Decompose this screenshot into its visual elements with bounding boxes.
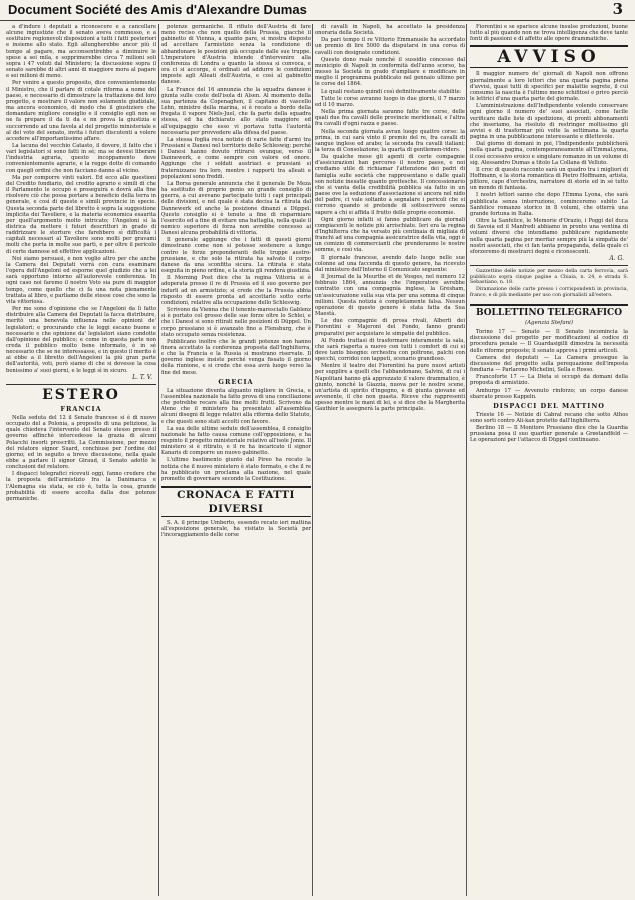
article-paragraph: Tutte le corse avranno luogo in due giorni, il 7 marzo ed il 10 marzo. bbox=[315, 95, 465, 108]
notice-paragraph: Gazzettine delle notizie per mezzo della carta ferrovia, sarà pubblicato sopra cinque pagine a Chiaia, n. 24, e strada S. Sebastiano, n. 18. bbox=[470, 269, 628, 286]
section-title-bollettino: BOLLETTINO TELEGRAFICO bbox=[470, 304, 628, 319]
article-paragraph: Per venire a questo proposito, dice convenientemente il Ministro, che il parlare di cotale riforma a nome del paese, e necessario di dimostrare la trattazione del loro progetto, e mostrare il valore non solamente giudiziale, ma ancora economico, di modo che il giustiziere che domandare migliore consiglio e il consiglio egli non se ne fa prepare il da ti da e nn prova la giustizia e succorrendo ad una favola al del progetto ministeriale e al del voto del senato, invita i futuri discutenti a volere accedere all'importantissimo affare. bbox=[6, 80, 156, 142]
article-paragraph: Il Journal de la Meurthe et de Vosges, nel numero 12 febbraio 1864, annunzia che l'imperatore avrebbe contratto con una compagnia inglese, la Gresham, un'assicurazione sulla sua vita per una somma di cinque milioni. Questa notizia è completamente falsa. Nessun operazione di questo genere è stata fatta da Sua Maestà. bbox=[315, 274, 465, 318]
telegram-paragraph: Torino 17 — Senato — Il Senato incomincia la discussione del progetto per modificazioni al codice di procedura penale — Il Guardasigilli dimostra la necessità delle riforme proposte; il senato approva i primi articoli. bbox=[470, 329, 628, 354]
article-paragraph: I dispacci telegrafici ricevuti oggi, fanno credere che la proposta dell'armistizio fra la Danimarca e l'Alemagna sia stata, se ciò è, tutta la cosa, grande probabilità di essere accolta dalla due potenze germaniche. bbox=[6, 471, 156, 502]
column-1 bbox=[6, 24, 156, 896]
section-title-cronaca: CRONACA E FATTI DIVERSI bbox=[161, 486, 311, 517]
section-title-avviso: AVVISO bbox=[470, 45, 628, 68]
article-paragraph: Ma per comporre vinti valori. Ed ecco alle questioni del Credito fondiario, del credito agrario e simili di che il Parlamento le occupò e proseguirà e dovrà alla fine risolvere ciò che possa portare a beneficio della terra in generale, e così di queste e simili provincie in specie. Questa seconda parte del libretto è sopra la suggestione implicita dei Tavoliere, e la materia economica esaurita per quell'argomento molto intricato; l'Angeloni sì la districa da mettere i futuri descrittori in grado di raddrizzare le storture che farebbero sì difficoltà i capitali necessari al Tavoliere sono molti per gravami molti che porta in molte sue parti, e per oltre il pericolo di certe dannose ed effettive applicazioni. bbox=[6, 174, 156, 255]
article-paragraph: Il giornale francese, avendo dato luogo nelle sue colonne ad una faccenda di questo genere, ha ricevuto dal ministero dell'Interno il Comunicato seguente: bbox=[315, 254, 465, 273]
article-paragraph: La Borsa generale annuncia che il generale De Meza ha sostituito di proprio genio un grande consiglio di guerra, a cui avevano partecipato tutti i capi principali delle divisioni, e nel quale è stata decisa la ritirata dal Dannewerk ed anche la posizione dinanzi a Düppel. Questo consiglio si è tenuto a fine di risparmiare l'esercito ed a fine di evitare una battaglia, nella quale il nemico superiore di forza non avrebbe concesso ai Danesi alcuna probabilità di vittoria. bbox=[161, 180, 311, 237]
telegram-paragraph: Trieste 16 — Notizie di Cabral recano che sotto Athos sono sorti contro Ali-kan protetto dall'Inghilterra. bbox=[470, 411, 628, 424]
article-paragraph: Le due compagnie di prosa rivali, Alberti dei Fiorentini e Majeroni del Fondo, fanno grandi preparativi per acquistare le simpatie del pubblico. bbox=[315, 318, 465, 337]
column-3 bbox=[315, 24, 465, 896]
section-subtitle-grecia: GRECIA bbox=[218, 377, 254, 386]
section-subtitle-dispacci: DISPACCI DEL MATTINO bbox=[493, 401, 605, 410]
column-rule bbox=[158, 24, 159, 896]
article-paragraph: Il croc di questo racconto sarà un quadro tra i migliori di Hoffmann, e la storia romantica di Pietro Hoffmann, artista, pittore, capo d'orchestra, narratore di storie ed in sé tutto un mondo di fantasia. bbox=[470, 166, 628, 192]
page-header bbox=[0, 0, 635, 21]
article-paragraph: Da qualche mese gli agenti di certe compagnie d'assicurazioni han percorso il nostro paese, e noi crediamo utile di richiamar l'attenzione dei padri di famiglia sulle società che rappresentano e dalle quali son notizie inesatte quanto grottesche. Il concessionario che si vanta della credibilità pubblica sia fatto in un paese ove la seduzione d'associazione si ancora nel nido del padre, ci vale soltanto a segnalare i pericoli che si corrono quando si pretende di sottoscrivere senza sapere a chi si affida il frutto delle proprie economie. bbox=[315, 154, 465, 216]
article-paragraph: Da pari tempo il re Vittorio Emmanuele ha accordato un premio di lire 5000 da disputarsi in una corsa di cavalli con designate condizioni. bbox=[315, 37, 465, 56]
article-paragraph: Nella seduta del 12 il Senato francese si è di nuovo occupato del a Polonia, a proposito di una petizione, la quale chiedeva l'intervento del Senato stesso presso il governo affinchè intercedesse la grazia di alcuni Polacchi insorti proscritti. La Commissione, per mezzo del relatore signor Suard, conchiuse per l'ordine del giorno; ed in seguito a breve discussione, nella quale ebbe a parlare il signor Giraud, il Senato adottò le conclusioni del relatore. bbox=[6, 414, 156, 471]
article-paragraph: Per me sono d'opinione che se l'Angeloni da lì fatto distribuire alla Camera dei Deputati la facca distribuire, meritò una benevola influenza nelle opinioni de' legislatori; e procurando che le leggi escano buone e necessarie e che opinione da' legislatori siano condotte dall'opinione del pubblico; e come in questa parte non creda il pubblico molto bene informato, è in sé necessario che se ne interessasse, e in questo il merito è ai ebbe a il libretto dell'Angeloni la più gran parte dell'autorità, voti, però siamo di che si dovesse la cosa benissimo a' suoi giorni, e le leggi sì in sicuro. bbox=[6, 306, 156, 374]
column-rule bbox=[466, 24, 467, 896]
article-paragraph: Al Fondo trattasi di trasformare interamente la sala, che sarà riaperta a nuovo con tutti i comfort di cui si deve tanto bisogno: orchestra con poltrone, palchi con specchi, corridoi con tappeti, scenario grandioso. bbox=[315, 337, 465, 363]
telegram-paragraph: Camera dei deputati — La Camera prosegue la discussione del progetto sulla perequazione dell'imposta fondiaria — Parlarono Michelini, Sella e Rosso. bbox=[470, 354, 628, 374]
section-subtitle-agency: (Agenzia Stefani) bbox=[524, 320, 574, 327]
section-title-estero: ESTERO bbox=[6, 384, 156, 403]
article-paragraph: Le quali restano quindi così definitivamente stabilite: bbox=[321, 88, 462, 95]
article-paragraph: Noi siamo persuasi, e non voglio altro per che anche la Camera dei Deputati vorrà con cura esaminare l'opera dell'Angeloni ed esporne quel giudizio che a lei sarà opportuno intorno all'autorevole conferenza. In ogni caso noi faremo il nostro Voto sia pure di maggior tempo, come quello che ci fa una nota pienamente trattata al libro, e parliamo delle stesse cose che sono la vita vittoriosa. bbox=[6, 255, 156, 305]
article-paragraph: Pubblicano inoltre che le grandi potenze non hanno finora accettato la conferenza proposta dall'Inghilterra, e che la Francia e la Russia si mostrano riservate. Il governo inglese insiste perché venga fissato il giorno della riunione, e si crede che essa avrà luogo verso la fine del mese. bbox=[161, 338, 311, 376]
section-subtitle-francia: FRANCIA bbox=[60, 404, 102, 413]
article-paragraph: Dal giorno di domani in poi, l'Indipendente pubblicherà nella quarta pagina, contemporaneamente all'EmmaLyona, il così eccessivo eroico e singolare romanzo in un volume di sig. Alessandro Dumas a titolo La Collana di Velluto. bbox=[470, 141, 628, 166]
divider bbox=[470, 265, 628, 266]
article-paragraph: Questo dono reale nonché il sussidio concesso dal municipio di Napoli in conformità dell'anno scorso, ha messo la Società in grado d'ampliare e modificare in meglio il programma pubblicato nel gennaio ultimo per le corse del 1864. bbox=[315, 56, 465, 88]
article-paragraph: Il Morning Post dice che la regina Vittoria si è adoperata presso il re di Prussia ed il suo governo per indurli ad un armistizio; si crede che la Prussia abbia risposto di essere pronta ad accettarlo sotto certe condizioni, relative alla occupazione dello Schleswig. bbox=[161, 275, 311, 306]
article-paragraph: Scrivono da Vienna che il tenente-maresciallo Gablenz si è portato col grosso delle sue forze oltre lo Schlei, e che i Danesi si sono ritirati nelle posizioni di Düppel. Un corpo prussiano si è avanzato fino a Flensburg, che è stato occupato senza resistenza. bbox=[161, 307, 311, 338]
notice-paragraph: Diramazione delle carte presso i corrispondenti in provincia, franco, e di più mediante per uso con giornalisti all'estero. bbox=[470, 286, 628, 298]
article-paragraph: S. A. il principe Umberto, essendo recato ieri mattina all'esposizione generale, ha visitato la Società per l'incoraggiamento delle corse bbox=[161, 520, 311, 539]
column-2 bbox=[161, 24, 311, 896]
telegram-paragraph: Berlino 18 — Il Monitore Prussiano dice che la Guardia prussiana posa il suo quartier generale a Grøstandfeld — Le operazioni per l'attacco di Düppel continuano. bbox=[470, 425, 628, 444]
article-paragraph: Il maggior numero de' giornali di Napoli non offrono giornalmente a loro lettori che una quarta pagina piena d'avvisi, quasi tutti di specifici per malattie segrete, il cui consumo la nascita è l'ultimo meno schifitosi e privo perciò le lettrici d'una quarta parte del giornale. bbox=[470, 71, 628, 103]
article-paragraph: Nella seconda giornata avran luogo quattro corse: la prima, in cui sarà vinto il premio del re, fra cavalli di sangue inglese ed arabo; la seconda fra cavalli italiani; la terza di Consolazione; la quarta di gentlemen-riders. bbox=[315, 128, 465, 153]
article-paragraph: L'amministrazione dell'Indipendente volendo conservare ogni giorno il numero de' suoi associati, come facile verificare dalle liste di spedizione, di pronti abbonamenti che inseriamo, ha risoluto di restringer moltissimo gli avvisi e di trasformar più volte la settimana la quarta pagina in una pubblicazione interessante e dilettevole. bbox=[470, 103, 628, 141]
article-paragraph: di cavalli in Napoli, ha accettato la presidenza onoraria della Società. bbox=[315, 24, 465, 37]
article-paragraph: La lacuna del vecchio Catasto, il dovere, il fatto che i vari legislatori si sono fatti in sé; ma se devesi liberare l'industria agraria, questo incoppamento deve convenientemente agrarie, e la regge dotte di comando con quegli ordini che non facciano danno al vicino. bbox=[6, 142, 156, 174]
article-paragraph: L'ultimo bastimento giunto dal Pireo ha recato la notizia che il nuovo ministero è stato formato, e che il re ha pubblicato un proclama alla nazione, nel quale promette di governare secondo la Costituzione. bbox=[161, 457, 311, 482]
article-paragraph: Ogni giorno infatti si fanno pubblicare da giornali compiacenti le notizie più arrischiate. Ieri era la regina d'Inghilterra che ha versato più centinaia di migliaia di franchi ad una compagnia assicuratrice della vita, oggi è un comizio di commercianti che prenderanno le nostre somme, e così via. bbox=[315, 216, 465, 254]
article-paragraph: La sua delle ultime sedute dell'assemblea, il consiglio nazionale ha fatto causa comune coll'opposizione, e ha respinto il progetto ministeriale relativo all'isole Jonie. Il ministero si è ritirato, e il re ha incaricato il signor Kanaris di comporre un nuovo gabinetto. bbox=[161, 425, 311, 457]
article-paragraph: I nostri lettori sanno che dopo l'Emma Lyona, che sarà pubblicata senza interruzione, cominceremo subito La Sanfelice romanzo storico in 8 volumi, che otterrà una grande fortuna in Italia. bbox=[470, 192, 628, 217]
column-4 bbox=[470, 24, 628, 896]
article-paragraph: La stessa foglia reca notizie di varie fatte d'armi tra Prussiani e Danesi nel territorio dello Schleswig; perché i Danesi hanno dovuto ritirarsi ovunque, verso il Dannewerk, e come sempre con valore ed onore. Aggiunge che i soldati austriaci e prussiani si fraternizzano tra loro, mentre i rapporti tra alleati e popolazioni sono freddi. bbox=[161, 136, 311, 180]
article-signature: A. G. bbox=[609, 255, 624, 262]
article-paragraph: Oltre la Sanfelice, le Memorie d'Orazio, i Poggi del duca di Savoia ed il Manfredi abbiamo in pronto una ventina di volumi diversi che intendiamo pubblicare rapidamente nella quarta pagina per meritar sempre più la simpatia de' nostri associati, che ci fan tanta propaganda, della quale ci sforzeremo di mostrarci degni e riconoscenti. bbox=[470, 218, 628, 255]
page-number: 3 bbox=[612, 0, 623, 18]
telegram-paragraph: Francoforte 17 — La Dieta si occupò da domani della proposta di armistizio. bbox=[470, 374, 628, 387]
document-title: Document Société des Amis d'Alexandre Dumas bbox=[8, 2, 307, 17]
article-paragraph: a d'indure i deputati a riconoscere e a cancellare alcune ingiustizie che il senato aveva commesso, e a sostituire regionevoli disposizioni a tutti i fatti posteriori e insieme allo stato. Egli allungherebbe ancor più il tempo al pagare, ma acconsentirebbe a diminuire le spese a sei mila, e sopprimerebbe circa 7 milioni soli sopra i 47 voluti dal Ministero; la discussione sopra il senato sarebbe di altri anni di maggiore mora al pagare e sei milioni di meno. bbox=[6, 24, 156, 80]
article-paragraph: Fiorentini e se sparisce alcune insulse produzioni, buone tutto al più quando non ne trova intelligenza che deve tante fonti di passioni e di affetto alle opere drammatiche. bbox=[470, 24, 628, 43]
article-paragraph: Nella prima giornata saranno fatte tre corse, delle quali due fra cavalli delle provincie meridionali, e l'altra fra cavalli d'ogni razza e paese. bbox=[315, 109, 465, 128]
article-paragraph: Mentre il teatro dei Fiorentini ha pure nuovi artisti per supplire a quelli che l'abbandonano, Salvini, di cui i Napolitani hanno già apprezzato il valore drammatico, è giunto, nonché la Giazzia, nuova per le nostre scene, un'artista di spirito d'ingegno, e di giunta giovane ed avvenente, il che non guasta. Riceve che rappresenti spesso mentre le mani di lei, e si dice che la Margherita Gauthier le assegnerà la parte principale. bbox=[315, 363, 465, 413]
article-paragraph: La situazione diventa alquanto migliore in Grecia, e l'assemblea nazionale ha fatto prova di una conciliazione che potrebbe recare alla fine molti frutti. Scrivono da Atene che il ministero ha presentato all'assemblea alcuni disegni di legge relativi alla riforma dello Statuto, e che questi sono stati accolti con favore. bbox=[161, 387, 311, 425]
article-paragraph: potenze germaniche. Il rifiuto dell'Austria di fare meno reciso che non quello della Prussia, giacchè il gabinetto di Vienna, a quanto pare, si mostra disposto ad accettare l'armistizio senza la condizione di abbandonare le posizioni già occupate dalle sue truppe. L'imperatore d'Austria intende d'intervenire alla conferenza di Londra a quanto la stessa si convoca, e ora ci si accorge, è ordinati ad addurre le condizioni imposte agli Alleati dell'Austria, e così al gabinetto danese. bbox=[161, 24, 311, 86]
article-signature: L. T. V. bbox=[132, 373, 152, 381]
article-paragraph: Il generale aggiunge che i fatti di questi giorni dimostrano come non si potesse sostenere a lungo contro le forze preponderanti delle truppe austro-prussiane, e che solo la ritirata ha salvato il corpo danese da una sconfitta sicura. La ritirata è stata eseguita in pieno ordine, e la storia gli renderà giustizia. bbox=[161, 237, 311, 275]
telegram-paragraph: Amburgo 17 — Avvenuto rinforzo; un corpo danese sbarcato presso Kappeln. bbox=[470, 387, 628, 400]
column-rule bbox=[312, 24, 313, 896]
article-paragraph: La France del 16 annunzia che la squadra danese è giunta sulle coste dell'isola di Alsen. Al momento della sua partenza da Copenaghen, il capitano di vascello Lehn, ministro della marina, si è recato a bordo della fregata il vapore Niels-Juel, che fa parte della squadra stessa, ed ha dichiarato allo stato maggiore ed all'equipaggio che esso vi portava tutta l'autorità necessaria per provvedere alla difesa del paese. bbox=[161, 86, 311, 136]
